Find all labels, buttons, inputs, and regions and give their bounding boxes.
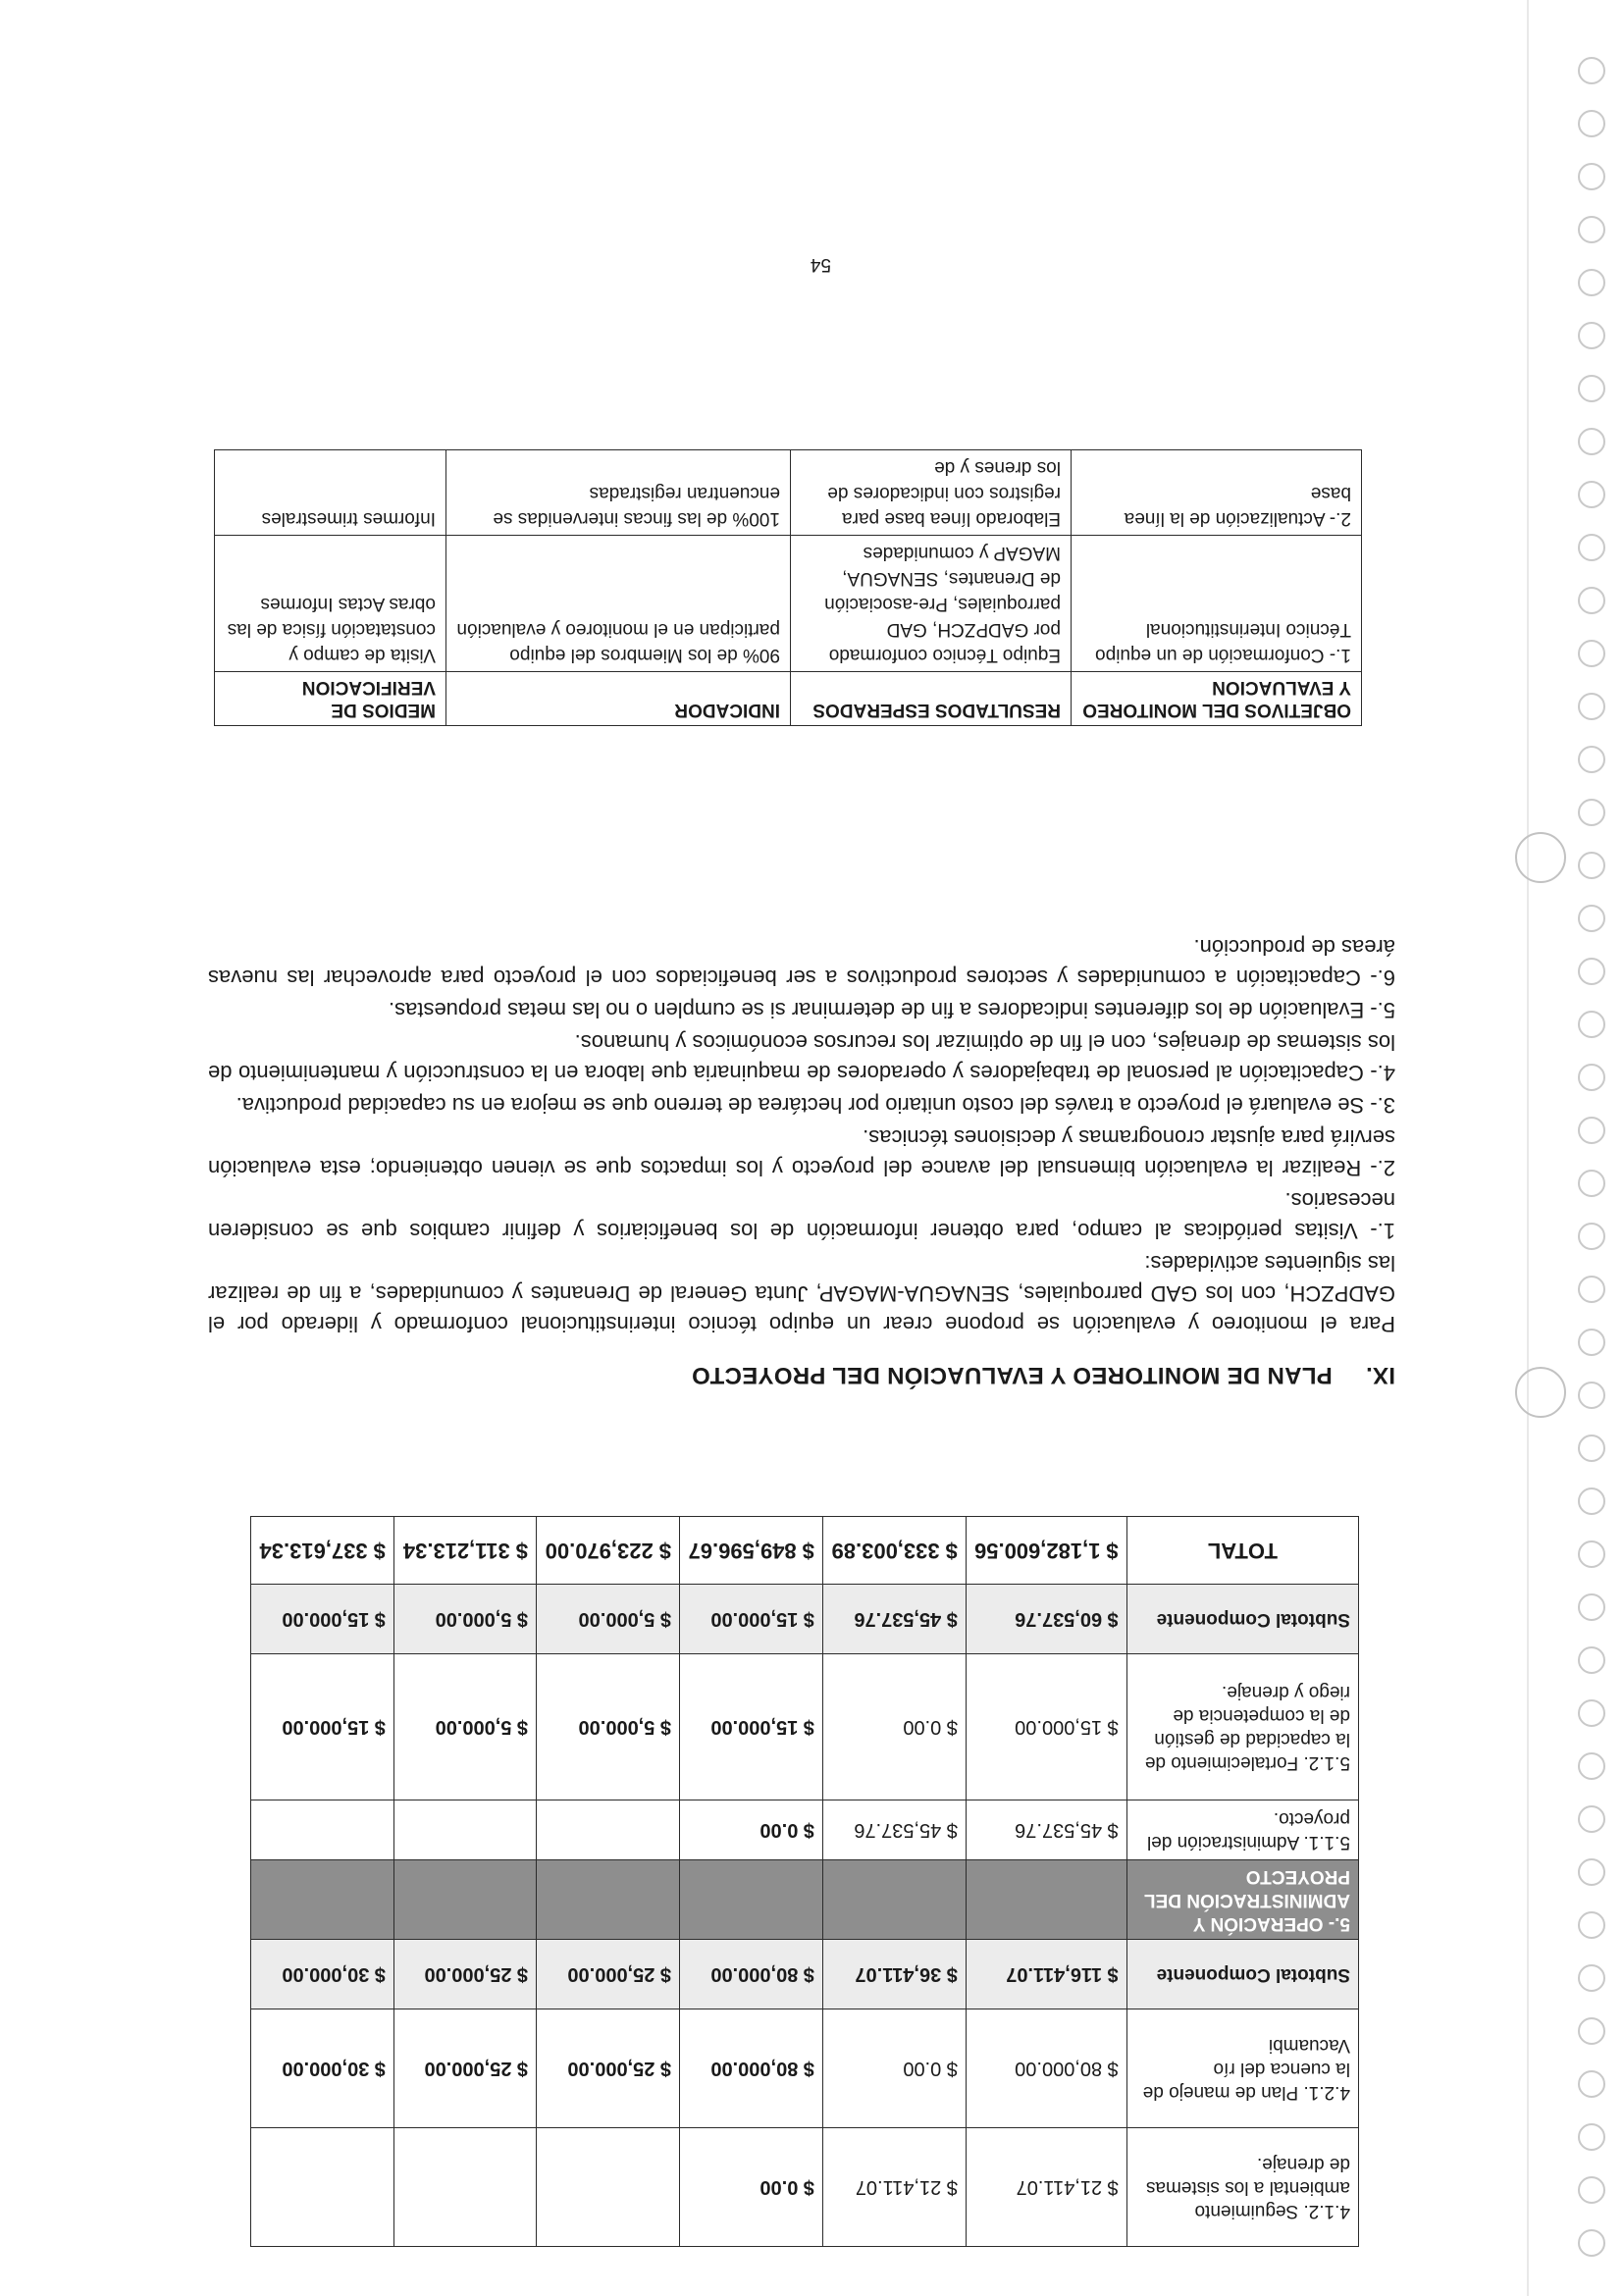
budget-amount xyxy=(394,1800,537,1860)
binder-hole xyxy=(1578,2229,1605,2257)
component-header-row xyxy=(251,1860,1359,1940)
binder-hole xyxy=(1578,534,1605,561)
total-row xyxy=(251,1517,1359,1585)
budget-amount xyxy=(537,1860,680,1940)
binder-hole xyxy=(1578,1011,1605,1038)
binder-hole xyxy=(1578,1699,1605,1727)
budget-amount xyxy=(680,1860,823,1940)
budget-amount: $ 116,411.07 xyxy=(966,1940,1126,2009)
binder-hole xyxy=(1578,269,1605,296)
budget-amount: $ 21,411.07 xyxy=(966,2128,1126,2247)
budget-amount: $ 223,970.00 xyxy=(537,1517,680,1585)
section-number: IX. xyxy=(1365,1362,1395,1388)
budget-amount: $ 0.00 xyxy=(823,2009,967,2128)
budget-amount: $ 25,000.00 xyxy=(394,2009,537,2128)
activity-item: 3.- Se evaluará el proyecto a través del costo unitario por hectárea de terreno que se mejora en su capacidad productiva. xyxy=(236,1093,1395,1118)
binder-hole xyxy=(1578,1646,1605,1674)
binder-hole-large xyxy=(1515,832,1566,883)
budget-amount xyxy=(394,1860,537,1940)
budget-amount: $ 30,000.00 xyxy=(251,2009,394,2128)
budget-amount: $ 5,000.00 xyxy=(537,1585,680,1654)
binder-hole xyxy=(1578,1805,1605,1833)
section-body xyxy=(208,932,1395,1339)
binder-hole xyxy=(1578,57,1605,84)
binder-hole xyxy=(1578,2017,1605,2045)
budget-amount xyxy=(251,1800,394,1860)
verification-cell: Visita de campo y constatación física de las obras Actas Informes xyxy=(215,536,446,672)
section-title xyxy=(692,1361,1395,1388)
budget-table xyxy=(250,1516,1359,2247)
budget-amount: $ 337,613.34 xyxy=(251,1517,394,1585)
budget-amount: $ 36,411.07 xyxy=(823,1940,967,2009)
objective-cell: 2.- Actualización de la línea base xyxy=(1072,450,1362,536)
header-results: RESULTADOS ESPERADOS xyxy=(791,672,1072,726)
binder-hole xyxy=(1578,375,1605,402)
binder-hole xyxy=(1578,428,1605,455)
binder-hole xyxy=(1578,2176,1605,2204)
header-verification: MEDIOS DE VERIFICACION xyxy=(215,672,446,726)
activity-item: 4.- Capacitación al personal de trabajadores y operadores de maquinaria que labora en la construcción y mantenimiento de los sistemas de drenajes, con el fin de optimizar los recursos económicos y humanos. xyxy=(208,1030,1395,1085)
budget-amount xyxy=(537,2128,680,2247)
budget-amount: $ 0.00 xyxy=(680,1800,823,1860)
monitoring-table xyxy=(214,449,1362,726)
binder-hole xyxy=(1578,746,1605,773)
binder-hole xyxy=(1578,1911,1605,1939)
budget-item-label: Subtotal Componente xyxy=(1126,1585,1358,1654)
binder-hole xyxy=(1578,640,1605,667)
budget-amount: $ 849,596.67 xyxy=(680,1517,823,1585)
binder-hole xyxy=(1578,958,1605,985)
budget-item-label: 5.1.1. Administración del proyecto. xyxy=(1126,1800,1358,1860)
budget-amount: $ 5,000.00 xyxy=(537,1654,680,1800)
section-heading: PLAN DE MONITOREO Y EVALUACIÓN DEL PROYECTO xyxy=(691,1362,1333,1388)
budget-amount: $ 15,000.00 xyxy=(680,1585,823,1654)
budget-item-label: 4.2.1. Plan de manejo de la cuenca del río Vacuambi xyxy=(1126,2009,1358,2128)
budget-amount: $ 45,537.76 xyxy=(823,1800,967,1860)
budget-amount: $ 311,213.34 xyxy=(394,1517,537,1585)
binder-hole xyxy=(1578,587,1605,614)
binder-hole xyxy=(1578,1064,1605,1091)
binder-hole xyxy=(1578,1752,1605,1780)
result-cell: Elaborado línea base para registros con indicadores de los drenes y de xyxy=(791,450,1072,536)
budget-item-label: 5.1.2. Fortalecimiento de la capacidad de gestión de la competencia de riego y drenaje. xyxy=(1126,1654,1358,1800)
budget-amount xyxy=(394,2128,537,2247)
monitoring-row xyxy=(215,450,1362,536)
budget-row xyxy=(251,2009,1359,2128)
page-number: 54 xyxy=(810,254,831,275)
header-indicator: INDICADOR xyxy=(446,672,791,726)
budget-item-label: 4.1.2. Seguimiento ambiental a los sistemas de drenaje. xyxy=(1126,2128,1358,2247)
budget-item-label: 5.- OPERACIÓN Y ADMINISTRACIÓN DEL PROYECTO xyxy=(1126,1860,1358,1940)
budget-amount: $ 80,000.00 xyxy=(680,1940,823,2009)
budget-amount: $ 15,000.00 xyxy=(966,1654,1126,1800)
objective-cell: 1.- Conformación de un equipo Técnico Interinstitucional xyxy=(1072,536,1362,672)
budget-amount: $ 0.00 xyxy=(680,2128,823,2247)
result-cell: Equipo Técnico conformado por GADPZCH, GAD parroquiales, Pre-asociación de Drenantes, SENAGUA, MAGAP y comunidades xyxy=(791,536,1072,672)
indicator-cell: 100% de las fincas intervenidas se encuentran registradas xyxy=(446,450,791,536)
indicator-cell: 90% de los Miembros del equipo participan en el monitoreo y evaluación xyxy=(446,536,791,672)
monitoring-header-row xyxy=(215,672,1362,726)
budget-amount: $ 333,003.89 xyxy=(823,1517,967,1585)
budget-amount: $ 0.00 xyxy=(823,1654,967,1800)
subtotal-row xyxy=(251,1585,1359,1654)
binder-hole xyxy=(1578,1329,1605,1356)
binder-hole-large xyxy=(1515,1367,1566,1418)
budget-item-label: TOTAL xyxy=(1126,1517,1358,1585)
monitoring-row xyxy=(215,536,1362,672)
binder-hole xyxy=(1578,216,1605,243)
binder-hole xyxy=(1578,1540,1605,1568)
binder-hole xyxy=(1578,2123,1605,2151)
budget-amount: $ 80,000.00 xyxy=(966,2009,1126,2128)
activity-item: 1.- Visitas periódicas al campo, para obtener información de los beneficiarios y definir cambios que se consideren necesarios. xyxy=(208,1188,1395,1243)
budget-amount: $ 80,000.00 xyxy=(680,2009,823,2128)
binder-hole xyxy=(1578,163,1605,190)
binder-hole xyxy=(1578,1170,1605,1197)
budget-item-label: Subtotal Componente xyxy=(1126,1940,1358,2009)
sheet-edge xyxy=(1527,0,1529,2296)
binder-hole xyxy=(1578,799,1605,826)
binder-hole xyxy=(1578,1276,1605,1303)
budget-amount: $ 45,537.76 xyxy=(966,1800,1126,1860)
subtotal-row xyxy=(251,1940,1359,2009)
budget-amount: $ 21,411.07 xyxy=(823,2128,967,2247)
budget-amount xyxy=(251,1860,394,1940)
budget-amount xyxy=(537,1800,680,1860)
binder-hole xyxy=(1578,1223,1605,1250)
budget-row xyxy=(251,1654,1359,1800)
intro-paragraph: Para el monitoreo y evaluación se propone crear un equipo técnico interinstitucional conformado y liderado por el GADPZCH, con los GAD parroquiales, SENAGUA-MAGAP, Junta General de Drenantes y comunidades, a fin de realizar las siguientes actividades: xyxy=(208,1251,1395,1336)
binder-hole xyxy=(1578,693,1605,720)
binder-hole xyxy=(1578,1382,1605,1409)
budget-amount: $ 25,000.00 xyxy=(537,2009,680,2128)
budget-amount: $ 15,000.00 xyxy=(680,1654,823,1800)
activity-item: 5.- Evaluación de los diferentes indicadores a fin de determinar si se cumplen o no las metas propuestas. xyxy=(388,998,1395,1022)
binder-hole xyxy=(1578,110,1605,137)
binder-hole xyxy=(1578,481,1605,508)
binder-hole xyxy=(1578,852,1605,879)
budget-row xyxy=(251,1800,1359,1860)
binder-hole xyxy=(1578,2070,1605,2098)
budget-amount: $ 15,000.00 xyxy=(251,1654,394,1800)
activity-item: 6.- Capacitación a comunidades y sectores productivos a ser beneficiados con el proyecto para aprovechar las nuevas áreas de producción. xyxy=(208,935,1395,990)
budget-amount: $ 60,537.76 xyxy=(966,1585,1126,1654)
binder-hole xyxy=(1578,1487,1605,1515)
budget-amount xyxy=(823,1860,967,1940)
binder-hole xyxy=(1578,1964,1605,1992)
budget-amount: $ 25,000.00 xyxy=(537,1940,680,2009)
budget-amount: $ 15,000.00 xyxy=(251,1585,394,1654)
activity-item: 2.- Realizar la evaluación bimensual del avance del proyecto y los impactos que se vienen obteniendo; esta evaluación servirá para ajustar cronogramas y decisiones técnicas. xyxy=(208,1125,1395,1180)
budget-amount xyxy=(966,1860,1126,1940)
budget-row xyxy=(251,2128,1359,2247)
verification-cell: Informes trimestrales xyxy=(215,450,446,536)
header-objectives: OBJETIVOS DEL MONITOREO Y EVALUACION xyxy=(1072,672,1362,726)
binder-hole xyxy=(1578,1117,1605,1144)
binder-hole xyxy=(1578,1435,1605,1462)
budget-amount: $ 25,000.00 xyxy=(394,1940,537,2009)
budget-amount: $ 5,000.00 xyxy=(394,1585,537,1654)
budget-amount xyxy=(251,2128,394,2247)
budget-amount: $ 5,000.00 xyxy=(394,1654,537,1800)
binder-hole xyxy=(1578,905,1605,932)
binder-hole xyxy=(1578,322,1605,349)
budget-amount: $ 45,537.76 xyxy=(823,1585,967,1654)
budget-amount: $ 1,182,600.56 xyxy=(966,1517,1126,1585)
binder-hole xyxy=(1578,1593,1605,1621)
binder-hole xyxy=(1578,1858,1605,1886)
budget-amount: $ 30,000.00 xyxy=(251,1940,394,2009)
